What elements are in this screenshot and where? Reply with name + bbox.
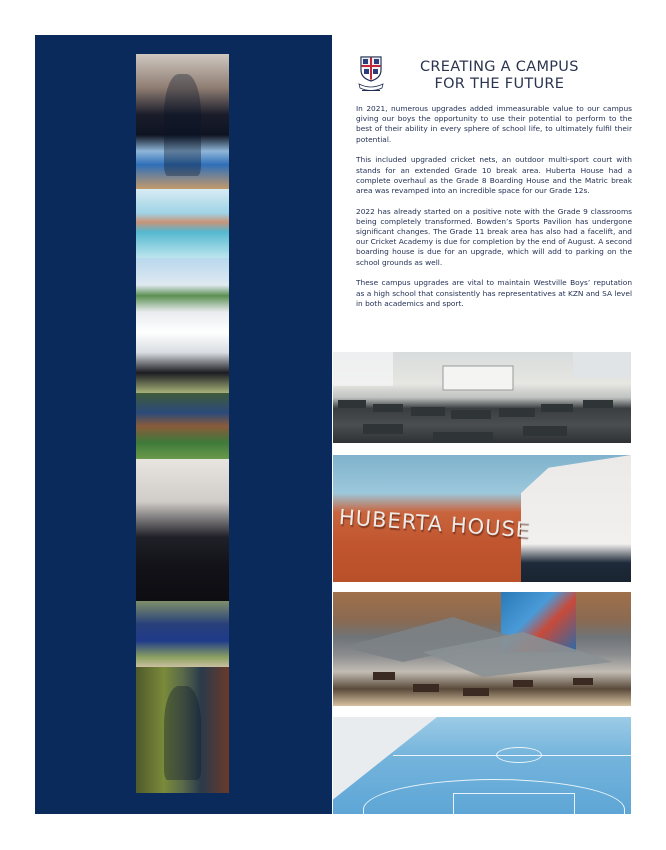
title-line-2: FOR THE FUTURE <box>434 76 565 92</box>
title-line-1: CREATING A CAMPUS <box>420 59 579 75</box>
paragraph-2021-upgrades: In 2021, numerous upgrades added immeasurable value to our campus giving our boys the opportunity to use their potential to perform to the best of their ability in every sphere of school life, to ultimately fulfil their potential. <box>356 104 632 144</box>
figure-silhouette <box>164 74 201 175</box>
court-key <box>453 793 575 814</box>
student-art-photo <box>136 54 229 189</box>
white-building-wall <box>521 455 631 582</box>
honours-blazers-photo <box>136 258 229 393</box>
stairwell-photo <box>136 459 229 601</box>
court-center-circle <box>496 747 542 763</box>
cricket-team-photo <box>136 601 229 667</box>
school-crest-icon <box>358 56 384 94</box>
shade-sails-graphic <box>333 592 631 706</box>
break-area-photo <box>333 592 631 706</box>
article-body <box>356 104 632 319</box>
classroom-photo <box>333 352 631 443</box>
classroom-desks-graphic <box>333 352 631 443</box>
huberta-house-sign: HUBERTA HOUSE <box>338 505 531 543</box>
left-photo-strip <box>136 54 229 793</box>
paragraph-reputation: These campus upgrades are vital to maintain Westville Boys’ reputation as a high school that consistently has representatives at KZN and SA level in both academics and sport. <box>356 278 632 308</box>
huberta-house-photo <box>333 455 631 582</box>
drama-costume-photo <box>136 667 229 793</box>
page-title <box>420 59 579 93</box>
rugby-photo <box>136 393 229 459</box>
multi-sport-court-photo <box>333 717 631 814</box>
page-header <box>358 56 640 98</box>
swimmer-photo <box>136 189 229 258</box>
paragraph-2022-progress: 2022 has already started on a positive note with the Grade 9 classrooms being completely transformed. Bowden’s Sports Pavilion has undergone significant changes. The Grade 11 break area has also had a facelift, and our Cricket Academy is due for completion by the end of August. A second boarding house is due for an upgrade, which will add to parking on the school grounds as well. <box>356 206 632 267</box>
figure-silhouette <box>164 686 201 781</box>
paragraph-included-upgrades: This included upgraded cricket nets, an outdoor multi-sport court with stands for an extended Grade 10 break area. Huberta House had a complete overhaul as the Grade 8 Boarding House and the Matric break area was revamped into an incredible space for our Grade 12s. <box>356 155 632 195</box>
